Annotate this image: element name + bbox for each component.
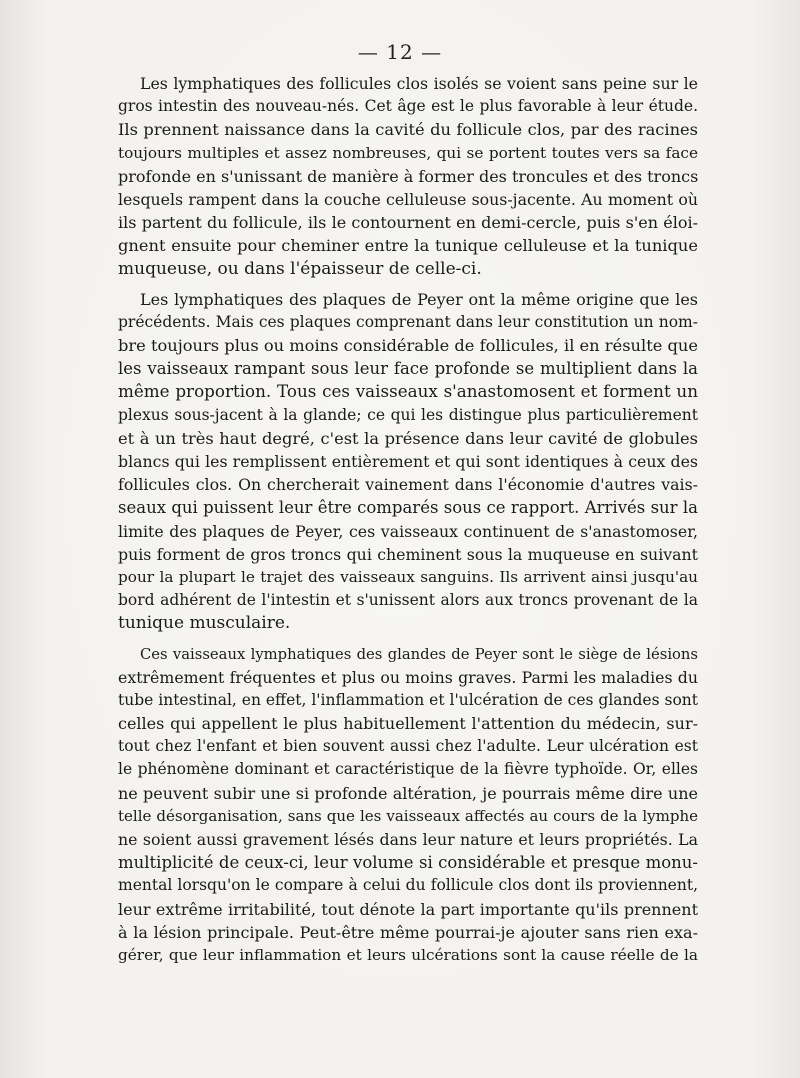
text-line: celles qui appellent le plus habituellement l'attention du médecin, sur- xyxy=(118,714,698,734)
text-line: lesquels rampent dans la couche celluleuse sous-jacente. Au moment où xyxy=(118,189,698,209)
text-line: muqueuse, ou dans l'épaisseur de celle-ci. xyxy=(118,258,482,279)
page-number: — 12 — xyxy=(357,40,443,64)
text-line: Ces vaisseaux lymphatiques des glandes de Peyer sont le siège de lésions xyxy=(140,645,698,663)
text-line: Ils prennent naissance dans la cavité du follicule clos, par des racines xyxy=(118,120,698,140)
paragraph-3 xyxy=(118,643,698,968)
text-line: Les lymphatiques des follicules clos isolés se voient sans peine sur le xyxy=(140,74,698,93)
text-line: limite des plaques de Peyer, ces vaisseaux continuent de s'anastomoser, xyxy=(118,521,698,541)
text-line: extrêmement fréquentes et plus ou moins graves. Parmi les maladies du xyxy=(118,667,698,687)
text-line: tube intestinal, en effet, l'inflammation et l'ulcération de ces glandes sont xyxy=(118,690,698,709)
text-line: à la lésion principale. Peut-être même pourrai-je ajouter sans rien exa- xyxy=(118,922,698,942)
text-line: follicules clos. On chercherait vainement dans l'économie d'autres vais- xyxy=(118,475,698,495)
text-line: bord adhérent de l'intestin et s'unissent alors aux troncs provenant de la xyxy=(118,591,698,610)
text-line: et à un très haut degré, c'est la présence dans leur cavité de globules xyxy=(118,428,698,448)
text-line: mental lorsqu'on le compare à celui du follicule clos dont ils proviennent, xyxy=(118,876,698,895)
text-line: gérer, que leur inflammation et leurs ulcérations sont la cause réelle de la xyxy=(118,945,698,964)
text-line: tunique musculaire. xyxy=(118,613,291,634)
text-line: leur extrême irritabilité, tout dénote la part importante qu'ils prennent xyxy=(118,899,698,919)
text-line: Les lymphatiques des plaques de Peyer ont la même origine que les xyxy=(140,289,698,309)
text-line: blancs qui les remplissent entièrement et qui sont identiques à ceux des xyxy=(118,452,698,471)
text-line: tout chez l'enfant et bien souvent aussi chez l'adulte. Leur ulcération est xyxy=(118,737,698,756)
paragraph-1 xyxy=(118,72,698,281)
paragraph-2 xyxy=(118,288,698,636)
text-line: gros intestin des nouveau-nés. Cet âge est le plus favorable à leur étude. xyxy=(118,97,698,116)
text-line: seaux qui puissent leur être comparés sous ce rapport. Arrivés sur la xyxy=(118,498,698,518)
text-line: puis forment de gros troncs qui cheminent sous la muqueuse en suivant xyxy=(118,544,698,564)
text-line: le phénomène dominant et caractéristique de la fièvre typhoïde. Or, elles xyxy=(118,760,698,779)
body-text xyxy=(118,72,698,974)
text-line: ils partent du follicule, ils le contournent en demi-cercle, puis s'en éloi- xyxy=(118,213,698,233)
text-line: précédents. Mais ces plaques comprenant dans leur constitution un nom- xyxy=(118,312,698,331)
text-line: les vaisseaux rampant sous leur face profonde se multiplient dans la xyxy=(118,359,698,379)
text-line: profonde en s'unissant de manière à former des troncules et des troncs xyxy=(118,166,698,186)
text-line: même proportion. Tous ces vaisseaux s'anastomosent et forment un xyxy=(118,381,698,402)
text-line: pour la plupart le trajet des vaisseaux sanguins. Ils arrivent ainsi jusqu'au xyxy=(118,567,698,586)
text-line: multiplicité de ceux-ci, leur volume si considérable et presque monu- xyxy=(118,853,698,873)
text-line: bre toujours plus ou moins considérable de follicules, il en résulte que xyxy=(118,336,698,356)
text-line: toujours multiples et assez nombreuses, qui se portent toutes vers sa face xyxy=(118,143,698,162)
text-line: ne soient aussi gravement lésés dans leur nature et leurs propriétés. La xyxy=(118,830,698,849)
text-line: telle désorganisation, sans que les vaisseaux affectés au cours de la lymphe xyxy=(118,806,698,825)
text-line: ne peuvent subir une si profonde altération, je pourrais même dire une xyxy=(118,783,698,803)
text-line: gnent ensuite pour cheminer entre la tunique celluleuse et la tunique xyxy=(118,236,698,256)
text-line: plexus sous-jacent à la glande; ce qui les distingue plus particulièrement xyxy=(118,405,698,424)
